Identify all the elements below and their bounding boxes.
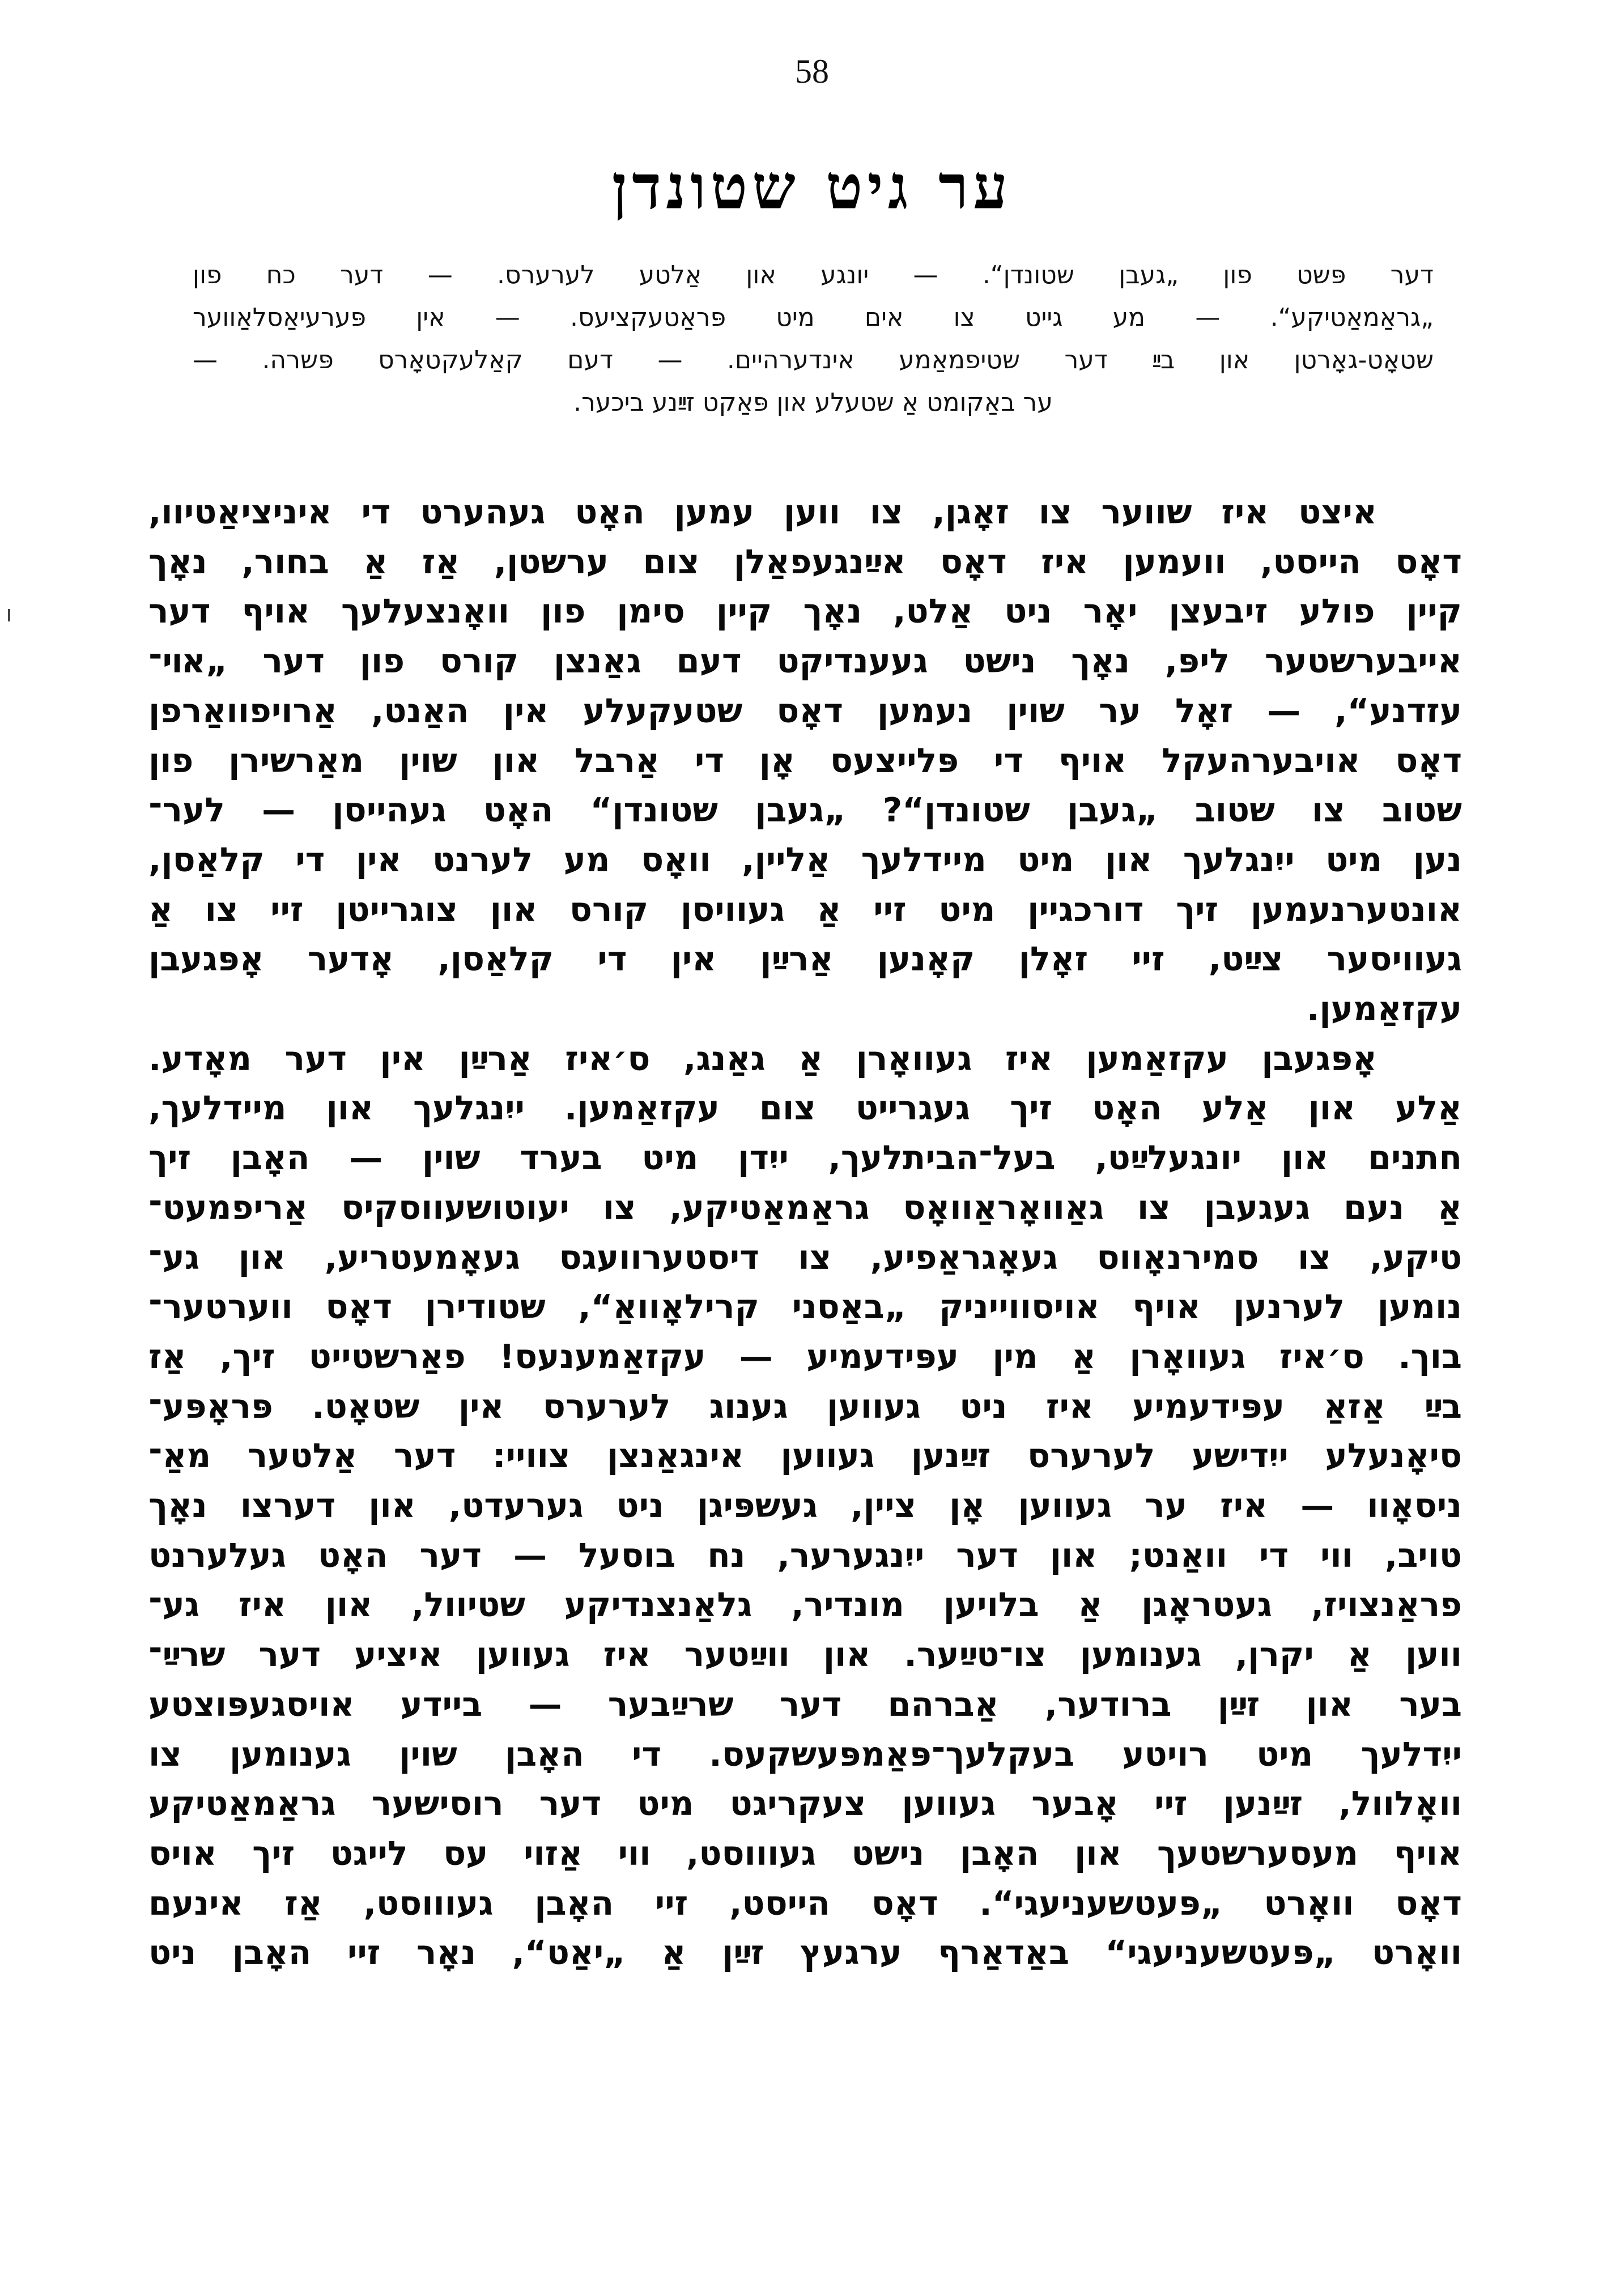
page-number: 58 <box>795 53 829 90</box>
text-line: אויף מעסערשטעך און האָבן נישט געוווסט, ווי אַזוי עס לייגט זיך אויס <box>148 1833 1462 1873</box>
text-line: אַלע און אַלע האָט זיך געגרייט צום עקזאַמען. ייִנגלעך און מיידלעך, <box>148 1088 1462 1128</box>
chapter-synopsis <box>193 254 1434 424</box>
text-line: אָפּגעבן עקזאַמען איז געוואָרן אַ גאַנג, ס׳איז אַרײַן אין דער מאָדע. <box>148 1038 1377 1078</box>
text-line: געוויסער צײַט, זיי זאָלן קאָנען אַרײַן אין די קלאַסן, אָדער אָפּגעבן <box>148 939 1462 979</box>
text-line: וואָרט „פּעטשעניעגי“ באַדאַרף ערגעץ זײַן אַ „יאַט“, נאָר זיי האָבן ניט <box>148 1933 1462 1973</box>
text-line: שטוב צו שטוב „געבן שטונדן“? „געבן שטונדן“ האָט געהייסן — לער־ <box>148 790 1462 830</box>
synopsis-line: ער באַקומט אַ שטעלע און פּאַקט זײַנע ביכער. <box>573 388 1053 417</box>
text-line: דאָס הייסט, וועמען איז דאָס אײַנגעפאַלן צום ערשטן, אַז אַ בחור, נאָך <box>148 542 1462 581</box>
text-line: אַ נעם געגעבן צו גאַוואָראַוואָס גראַמאַטיקע, צו יעוטושעווסקיס אַריפמעט־ <box>148 1187 1462 1227</box>
text-line: קיין פולע זיבעצן יאָר ניט אַלט, נאָך קיין סימן פון וואָנצעלעך אויף דער <box>148 591 1462 631</box>
chapter-title: ער גיט שטונדן <box>611 152 1013 223</box>
text-line: חתנים און יונגעלײַט, בעל־הביתלעך, ייִדן מיט בערד שוין — האָבן זיך <box>148 1138 1462 1178</box>
text-line: עקזאַמען. <box>1307 989 1462 1029</box>
text-line: איצט איז שווער צו זאָגן, צו ווען עמען האָט געהערט די איניציאַטיוו, <box>148 492 1377 531</box>
text-line: ווען אַ יקרן, גענומען צו־טײַער. און ווײַטער איז געווען איציע דער שרײַ־ <box>148 1635 1462 1675</box>
margin-mark <box>8 609 10 621</box>
text-line: בוך. ס׳איז געוואָרן אַ מין עפּידעמיע — עקזאַמענעס! פאַרשטייט זיך, אַז <box>148 1336 1462 1376</box>
text-line: דאָס אויבערהעקל אויף די פּלייצעס אָן די אַרבל און שוין מאַרשירן פון <box>148 740 1462 780</box>
text-line: ייִדלעך מיט רויטע בעקלעך־פּאַמפּעשקעס. די האָבן שוין גענומען צו <box>148 1734 1462 1774</box>
text-line: פראַנצויז, געטראָגן אַ בלויען מונדיר, גלאַנצנדיקע שטיוול, און איז גע־ <box>148 1585 1462 1625</box>
text-line: נומען לערנען אויף אויסווייניק „באַסני קרילאָוואַ“, שטודירן דאָס ווערטער־ <box>148 1287 1462 1327</box>
text-line: נען מיט ייִנגלעך און מיט מיידלעך אַליין, וואָס מע לערנט אין די קלאַסן, <box>148 840 1462 879</box>
text-line: אייבערשטער ליפּ, נאָך נישט געענדיקט דעם גאַנצן קורס פון דער „אױ־ <box>148 641 1462 681</box>
text-line: בער און זײַן ברודער, אַברהם דער שרײַבער — ביידע אויסגעפּוצטע <box>148 1684 1462 1724</box>
text-line: עזדנע“, — זאָל ער שוין נעמען דאָס שטעקעלע אין האַנט, אַרויפוואַרפן <box>148 691 1462 730</box>
text-line: ניסאָוו — איז ער געווען אָן ציין, געשפּיגן ניט גערעדט, און דערצו נאָך <box>148 1486 1462 1526</box>
synopsis-line: שטאָט-גאָרטן און בײַ דער שטיפמאַמע אינדערהיים. — דעם קאַלעקטאָרס פּשרה. — <box>193 346 1434 374</box>
text-line: אונטערנעמען זיך דורכגיין מיט זיי אַ געוויסן קורס און צוגרייטן זיי צו אַ <box>148 889 1462 929</box>
text-line: בײַ אַזאַ עפּידעמיע איז ניט געווען גענוג לערערס אין שטאָט. פּראָפּע־ <box>148 1386 1462 1426</box>
text-line: וואָלוול, זײַנען זיי אָבער געווען צעקריגט מיט דער רוסישער גראַמאַטיקע <box>148 1784 1462 1824</box>
text-line: סיאָנעלע ייִדישע לערערס זײַנען געווען אינגאַנצן צוויי: דער אַלטער מאַ־ <box>148 1436 1462 1476</box>
synopsis-line: דער פּשט פון „געבן שטונדן“. — יונגע און אַלטע לערערס. — דער כח פון <box>193 261 1434 289</box>
text-line: טויב, ווי די וואַנט; און דער ייִנגערער, נח בוסעל — דער האָט געלערנט <box>148 1535 1462 1575</box>
paragraph-2 <box>148 1034 1462 1978</box>
synopsis-line: „גראַמאַטיקע“. — מע גייט צו אים מיט פּראַטעקציעס. — אין פּערעיאַסלאַווער <box>193 303 1434 332</box>
body-text <box>148 487 1462 1978</box>
paragraph-1 <box>148 487 1462 1034</box>
text-line: טיקע, צו סמירנאָווס געאָגראַפיע, צו דיסטערוועגס געאָמעטריע, און גע־ <box>148 1237 1462 1277</box>
text-line: דאָס וואָרט „פּעטשעניעגי“. דאָס הייסט, זיי האָבן געוווסט, אַז אינעם <box>148 1883 1462 1923</box>
